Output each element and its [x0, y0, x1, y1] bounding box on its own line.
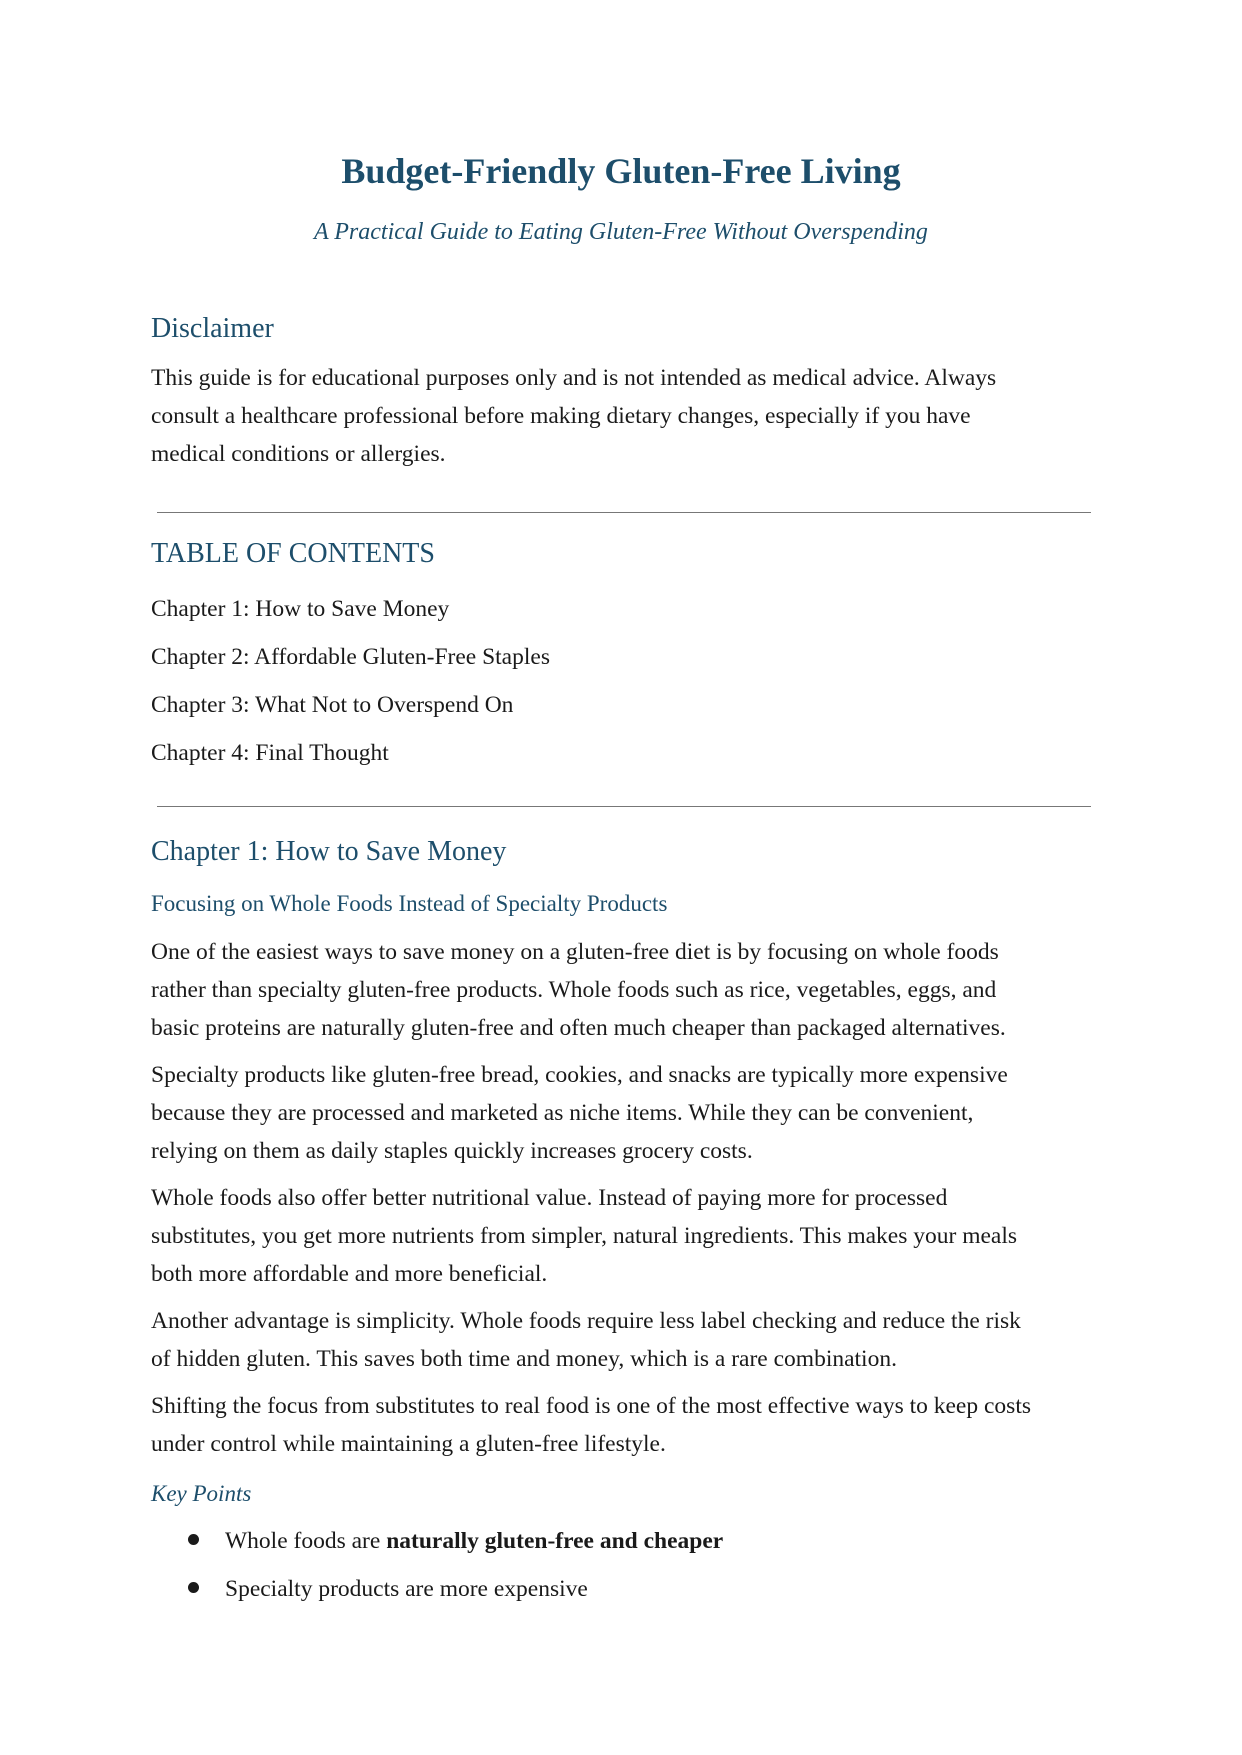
- section-divider: [157, 806, 1091, 807]
- paragraph-line: under control while maintaining a gluten-free lifestyle.: [151, 1431, 666, 1457]
- key-point-emphasis: naturally gluten-free and cheaper: [386, 1528, 724, 1554]
- chapter-1-subheading: Focusing on Whole Foods Instead of Specialty Products: [151, 891, 668, 916]
- paragraph-line: Shifting the focus from substitutes to real food is one of the most effective ways to keep costs: [151, 1393, 1031, 1419]
- disclaimer-line: medical conditions or allergies.: [151, 441, 446, 467]
- key-point-text: Specialty products are more expensive: [225, 1576, 588, 1602]
- key-point-item: [188, 1525, 723, 1557]
- paragraph-line: substitutes, you get more nutrients from simpler, natural ingredients. This makes your meals: [151, 1223, 1018, 1249]
- paragraph-line: Whole foods also offer better nutritional value. Instead of paying more for processed: [151, 1185, 948, 1211]
- disclaimer-line: consult a healthcare professional before making dietary changes, especially if you have: [151, 403, 971, 429]
- document-subtitle: A Practical Guide to Eating Gluten-Free Without Overspending: [314, 219, 928, 245]
- bullet-icon: [188, 1582, 199, 1593]
- paragraph-line: Specialty products like gluten-free bread, cookies, and snacks are typically more expensive: [151, 1062, 1008, 1088]
- paragraph-line: both more affordable and more beneficial.: [151, 1261, 548, 1287]
- disclaimer-line: This guide is for educational purposes only and is not intended as medical advice. Always: [151, 365, 997, 391]
- toc-item-chapter-2: Chapter 2: Affordable Gluten-Free Staples: [151, 644, 550, 670]
- paragraph-line: rather than specialty gluten-free products. Whole foods such as rice, vegetables, eggs, and: [151, 977, 997, 1003]
- document-title: Budget-Friendly Gluten-Free Living: [341, 151, 901, 191]
- paragraph-line: basic proteins are naturally gluten-free and often much cheaper than packaged alternatives.: [151, 1015, 1006, 1041]
- key-points-heading: Key Points: [151, 1481, 252, 1506]
- toc-item-chapter-3: Chapter 3: What Not to Overspend On: [151, 692, 514, 718]
- toc-item-chapter-4: Chapter 4: Final Thought: [151, 740, 389, 766]
- toc-item-chapter-1: Chapter 1: How to Save Money: [151, 596, 450, 622]
- paragraph-line: Another advantage is simplicity. Whole foods require less label checking and reduce the risk: [151, 1308, 1021, 1334]
- paragraph-line: One of the easiest ways to save money on a gluten-free diet is by focusing on whole foods: [151, 939, 999, 965]
- paragraph-line: of hidden gluten. This saves both time and money, which is a rare combination.: [151, 1346, 897, 1372]
- key-point-text: Whole foods are naturally gluten-free and cheaper: [225, 1528, 724, 1554]
- bullet-icon: [188, 1534, 199, 1545]
- chapter-1-heading: Chapter 1: How to Save Money: [151, 836, 507, 867]
- toc-heading: TABLE OF CONTENTS: [151, 538, 435, 569]
- key-point-item: [188, 1573, 588, 1605]
- section-divider: [157, 512, 1091, 513]
- paragraph-line: because they are processed and marketed as niche items. While they can be convenient,: [151, 1100, 974, 1126]
- disclaimer-heading: Disclaimer: [151, 313, 274, 344]
- paragraph-line: relying on them as daily staples quickly increases grocery costs.: [151, 1138, 753, 1164]
